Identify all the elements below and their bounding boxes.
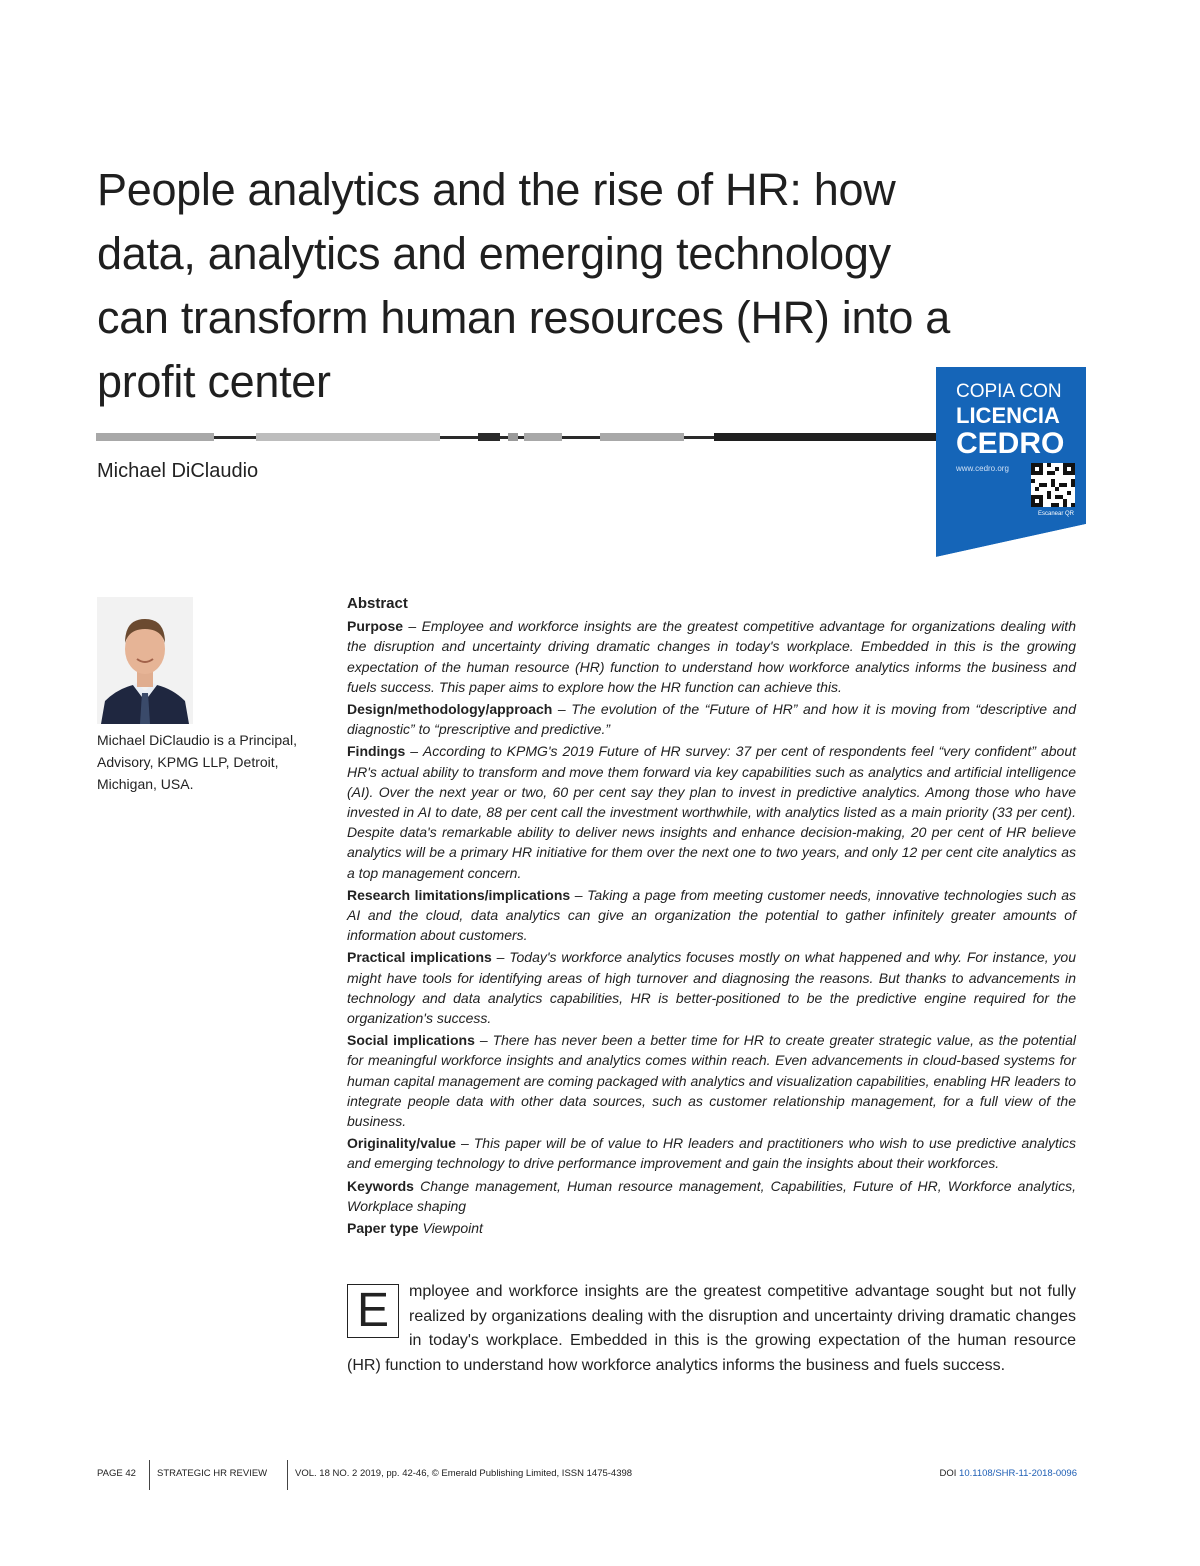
title-line: data, analytics and emerging technology: [97, 228, 891, 279]
section-text: There has never been a better time for HR to create greater strategic value, as the potential for meaningful workforce insights and analytics comes within reach. Even advancements in cloud-based systems for human capital management are coming packaged with analytics and visualization capabilities, enabling HR leaders to integrate people data with other data sources, such as customer relationship management, for a full view of the business.: [347, 1032, 1076, 1130]
footer-journal: STRATEGIC HR REVIEW: [157, 1468, 268, 1479]
doi-label: DOI: [939, 1468, 957, 1479]
abstract-section: Design/methodology/approach – The evolution of the “Future of HR” and how it is moving from “descriptive and diagnostic” to “prescriptive and predictive.”: [347, 701, 1076, 738]
author-name: Michael DiClaudio: [97, 460, 259, 482]
badge-line2: LICENCIA: [956, 403, 1060, 428]
footer-doi: [940, 1468, 1077, 1479]
drop-cap: E: [347, 1284, 399, 1338]
paper-type-value: Viewpoint: [422, 1220, 483, 1237]
abstract-section: Purpose – Employee and workforce insights are the greatest competitive advantage for organizations dealing with the disruption and uncertainty driving dramatic changes in today's workplace. Embedded in this is the growing expectation of the human resource (HR) function to understand how workforce analytics informs the business and fuels success. This paper aims to explore how the HR function can achieve this.: [347, 618, 1076, 695]
keywords: [347, 1176, 1076, 1216]
title-line: People analytics and the rise of HR: how: [97, 164, 896, 215]
abstract-section: Research limitations/implications – Taking a page from meeting customer needs, innovative technologies such as AI and the cloud, data analytics can give an organization the potential to gather infinitely greater amounts of information about customers.: [347, 886, 1076, 944]
footer-separator: [149, 1460, 150, 1490]
title-line: can transform human resources (HR) into a: [97, 292, 951, 343]
badge-qr-label: Escanear QR: [1038, 511, 1075, 517]
author-bio: Michael DiClaudio is a Principal, Advisory, KPMG LLP, Detroit, Michigan, USA.: [97, 732, 297, 792]
author-photo: [97, 597, 193, 724]
body-text: mployee and workforce insights are the greatest competitive advantage sought but not fully realized by organizations dealing with the disruption and uncertainty driving dramatic changes in today's workplace. Embedded in this is the growing expectation of the human resource (HR) function to understand how workforce analytics informs the business and fuels success.: [347, 1283, 1076, 1374]
badge-line3: CEDRO: [956, 427, 1065, 460]
abstract-section: Findings – According to KPMG's 2019 Future of HR survey: 37 per cent of respondents feel “very confident” about HR's actual ability to transform and move them forward via key capabilities such as analytics and artificial intelligence (AI). Over the next year or two, 60 per cent say they plan to invest in predictive analytics. Among those who have invested in AI to date, 88 per cent call the investment worthwhile, with analytics listed as a main priority (33 per cent). Despite data's remarkable ability to deliver news insights and enhance decision-making, 20 per cent of HR believe analytics will be a primary HR initiative for them over the next one to two years, and only 12 per cent cite analytics as a top management concern.: [347, 743, 1076, 881]
keywords-label: Keywords: [347, 1177, 414, 1194]
title-line: profit center: [97, 356, 331, 407]
section-text: This paper will be of value to HR leaders and practitioners who wish to use predictive analytics and emerging technology to drive performance improvement and gain the insights about their workforces.: [347, 1135, 1076, 1172]
title-rule-divider: [96, 432, 936, 442]
doi-link[interactable]: 10.1108/SHR-11-2018-0096: [959, 1468, 1077, 1479]
abstract-section: Practical implications – Today's workforce analytics focuses mostly on what happened and why. For instance, you might have tools for identifying areas of high turnover and diagnosing the reasons. But thanks to advancements in technology and data analytics capabilities, HR is better-positioned to be the predictive engine required for the organization's success.: [347, 949, 1077, 1027]
section-label: Originality/value: [347, 1135, 456, 1152]
body-paragraph: [347, 1280, 1076, 1378]
abstract-section: Social implications – There has never been a better time for HR to create greater strategic value, as the potential for meaningful workforce insights and analytics comes within reach. Even advancements in cloud-based systems for human capital management are coming packaged with analytics and visualization capabilities, enabling HR leaders to integrate people data with other data sources, such as customer relationship management, for a full view of the business.: [347, 1032, 1076, 1130]
page-footer: [97, 1460, 1077, 1490]
section-label: Purpose: [347, 618, 404, 635]
section-text: The evolution of the “Future of HR” and how it is moving from “descriptive and diagnostic” to “prescriptive and predictive.”: [347, 701, 1076, 738]
paper-type-label: Paper type: [347, 1220, 419, 1237]
badge-url: www.cedro.org: [956, 464, 1009, 473]
footer-page: PAGE 42: [97, 1468, 136, 1479]
abstract: [347, 594, 1076, 1240]
section-label: Findings: [347, 743, 406, 760]
badge-line1: COPIA CON: [956, 381, 1062, 402]
footer-citation: VOL. 18 NO. 2 2019, pp. 42-46, © Emerald Publishing Limited, ISSN 1475-4398: [295, 1468, 633, 1479]
section-label: Practical implications: [347, 949, 492, 966]
keywords-text: Change management, Human resource management, Capabilities, Future of HR, Workforce analytics, Workplace shaping: [347, 1177, 1077, 1214]
section-label: Research limitations/implications: [347, 886, 571, 903]
cedro-license-badge: [936, 367, 1086, 557]
section-label: Social implications: [347, 1032, 475, 1049]
section-text: Today's workforce analytics focuses mostly on what happened and why. For instance, you might have tools for identifying areas of high turnover and diagnosing the reasons. But thanks to advancements in technology and data analytics capabilities, HR is better-positioned to be the predictive engine required for the organization's success.: [347, 949, 1077, 1027]
qr-code-icon: [1031, 463, 1075, 507]
section-text: Employee and workforce insights are the greatest competitive advantage for organizations dealing with the disruption and uncertainty driving dramatic changes in today's workplace. Embedded in this is the growing expectation of the human resource (HR) function to understand how workforce analytics informs the business and fuels success. This paper aims to explore how the HR function can achieve this.: [347, 618, 1076, 695]
section-label: Design/methodology/approach: [347, 701, 553, 718]
section-text: According to KPMG's 2019 Future of HR survey: 37 per cent of respondents feel “very confident” about HR's actual ability to transform and move them forward via key capabilities such as analytics and artificial intelligence (AI). Over the next year or two, 60 per cent say they plan to invest in predictive analytics. Among those who have invested in AI to date, 88 per cent call the investment worthwhile, with analytics listed as a main priority (33 per cent). Despite data's remarkable ability to deliver news insights and enhance decision-making, 20 per cent of HR believe analytics will be a primary HR initiative for them over the next one to two years, and only 12 per cent cite analytics as a top management concern.: [347, 743, 1076, 881]
abstract-heading: Abstract: [347, 595, 408, 612]
section-text: Taking a page from meeting customer needs, innovative technologies such as AI and the cloud, data analytics can give an organization the potential to gather infinitely greater amounts of information about customers.: [347, 886, 1076, 944]
footer-separator: [287, 1460, 288, 1490]
abstract-section: Originality/value – This paper will be of value to HR leaders and practitioners who wish to use predictive analytics and emerging technology to drive performance improvement and gain the insights about their workforces.: [347, 1135, 1076, 1172]
paper-type: [347, 1218, 1076, 1238]
